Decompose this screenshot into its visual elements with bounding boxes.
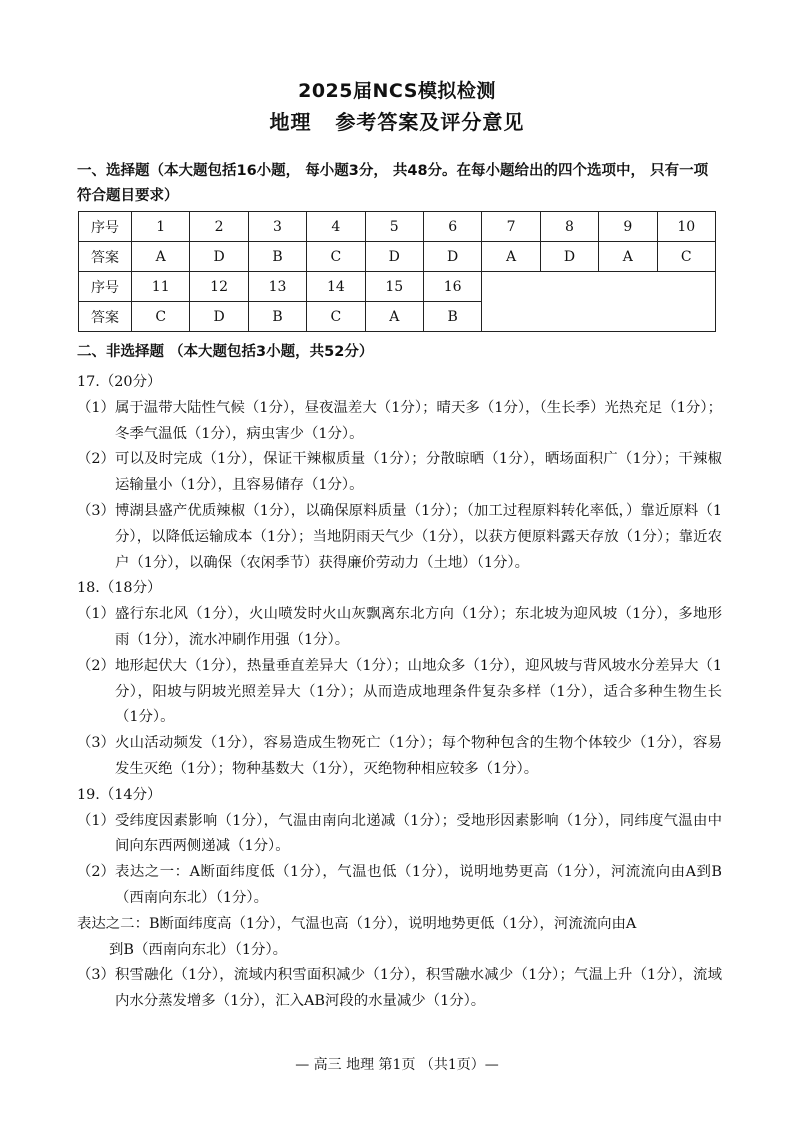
question-number: 8 [540,212,598,242]
answer-cell: C [307,242,365,272]
question-17-heading: 17.（20分） [77,374,162,390]
answer-cell: B [248,242,306,272]
answer-cell: A [482,242,540,272]
question-number: 15 [365,272,423,302]
row-label-answer: 答案 [79,302,132,332]
exam-title: 2025届NCS模拟检测 [298,80,496,102]
question-number: 16 [423,272,481,302]
q18-item-1 [77,602,722,654]
question-19-heading: 19.（14分） [77,786,162,803]
question-number: 4 [307,212,365,242]
item-number: （1） [77,606,115,623]
q17-item-3 [77,499,722,576]
q19-item-1 [77,809,722,861]
item-text: 盛行东北风（1分），火山喷发时火山灰飘离东北方向（1分）；东北坡为迎风坡（1分），多地形雨（1分），流水冲刷作用强（1分）。 [114,606,722,648]
row-label-number: 序号 [79,272,132,302]
question-number: 10 [657,212,715,242]
item-text: 火山活动频发（1分），容易造成生物死亡（1分）；每个物种包含的生物个体较少（1分），容易发生灭绝（1分）；物种基数大（1分），灭绝物种相应较多（1分）。 [114,735,722,777]
table-row-numbers-2 [79,272,716,302]
question-number: 9 [599,212,657,242]
item-number: （2） [77,864,115,881]
q17-item-1 [77,396,722,448]
alt-answer-line1: 表达之二：B断面纬度高（1分），气温也高（1分），说明地势更低（1分），河流流向由A [77,915,637,932]
question-number: 13 [248,272,306,302]
q19-item-3 [77,963,722,1015]
answer-cell: B [248,302,306,332]
answer-cell: C [132,302,190,332]
page-footer: — 高三 地理 第1页 （共1页）— [295,1057,499,1073]
section2-heading: 二、非选择题 （本大题包括3小题，共52分） [77,344,374,360]
answer-cell: B [423,302,481,332]
q18-item-3 [77,731,722,783]
item-number: （1） [77,399,115,416]
item-text: 地形起伏大（1分），热量垂直差异大（1分）；山地众多（1分），迎风坡与背风坡水分差异大（1分），阳坡与阴坡光照差异大（1分）；从而造成地理条件复杂多样（1分），适合多种生物生长（1分）。 [114,657,722,726]
question-number: 14 [307,272,365,302]
row-label-number: 序号 [79,212,132,242]
empty-table-area [482,272,716,332]
row-label-answer: 答案 [79,242,132,272]
answer-cell: A [365,302,423,332]
alt-answer-line2: 到B（西南向东北）（1分）。 [109,941,288,958]
table-row-numbers-1 [79,212,716,242]
question-number: 12 [190,272,248,302]
answer-cell: A [132,242,190,272]
item-number: （2） [77,657,115,674]
item-number: （3） [77,967,115,984]
item-text: 可以及时完成（1分），保证干辣椒质量（1分）；分散晾晒（1分），晒场面积广（1分）；干辣椒运输量小（1分），且容易储存（1分）。 [114,451,722,494]
question-number: 5 [365,212,423,242]
question-18-heading: 18.（18分） [77,580,162,597]
item-text: 博湖县盛产优质辣椒（1分），以确保原料质量（1分）；（加工过程原料转化率低，）靠近原料（1分），以降低运输成本（1分）；当地阴雨天气少（1分），以获方便原料露天存放（1分）；靠近农户（1分），以确保（农闲季节）获得廉价劳动力（土地）（1分）。 [114,502,722,571]
exam-subtitle: 地理 参考答案及评分意见 [269,110,525,134]
q19-alternative-answer [77,912,722,964]
item-number: （3） [77,735,115,752]
question-number: 11 [132,272,190,302]
item-text: 表达之一：A断面纬度低（1分），气温也低（1分），说明地势更高（1分），河流流向由A到B（西南向东北）（1分）。 [114,864,722,906]
answer-cell: D [540,242,598,272]
item-text: 积雪融化（1分），流域内积雪面积减少（1分），积雪融水减少（1分）；气温上升（1分），流域内水分蒸发增多（1分），汇入AB河段的水量减少（1分）。 [114,967,722,1010]
answer-table [78,211,716,332]
q19-item-2 [77,860,722,912]
answer-cell: C [657,242,715,272]
item-text: 属于温带大陆性气候（1分），昼夜温差大（1分）；晴天多（1分），（生长季）光热充足（1分）；冬季气温低（1分），病虫害少（1分）。 [114,399,722,442]
table-row-answers-1 [79,242,716,272]
answer-cell: D [365,242,423,272]
item-number: （1） [77,812,115,829]
item-text: 受纬度因素影响（1分），气温由南向北递减（1分）；受地形因素影响（1分），同纬度气温由中间向东西两侧递减（1分）。 [114,812,722,855]
question-number: 2 [190,212,248,242]
answer-cell: D [190,302,248,332]
answer-cell: C [307,302,365,332]
item-number: （3） [77,502,115,519]
answer-cell: D [190,242,248,272]
section1-heading: 一、选择题（本大题包括16小题， 每小题3分， 共48分。在每小题给出的四个选项中， 只有一项符合题目要求） [77,163,709,204]
answer-cell: A [599,242,657,272]
question-number: 6 [423,212,481,242]
free-response-answers [77,370,722,1015]
question-number: 1 [132,212,190,242]
question-number: 7 [482,212,540,242]
answer-cell: D [423,242,481,272]
question-number: 3 [248,212,306,242]
item-number: （2） [77,451,115,468]
q18-item-2 [77,654,722,731]
q17-item-2 [77,447,722,499]
